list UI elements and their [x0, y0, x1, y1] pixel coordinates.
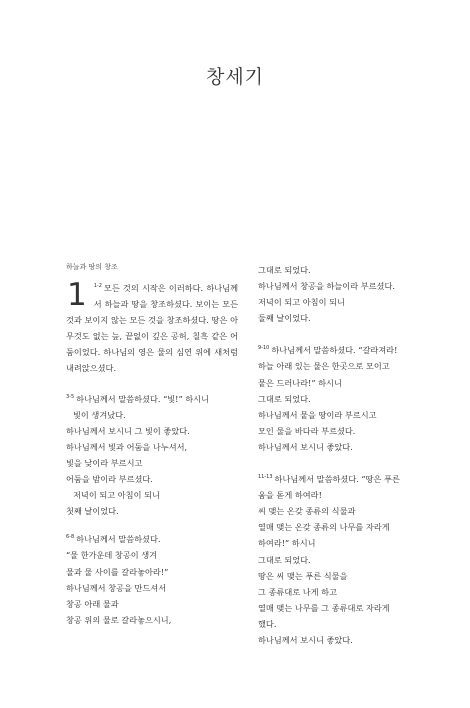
verse-ref: 1-2	[93, 283, 102, 289]
verse-ref: 11-13	[258, 474, 273, 481]
book-title: 창세기	[205, 66, 265, 88]
verse-line: $^{11-13}$ 하나님께서 말씀하셨다. “땅은 푸른	[258, 474, 400, 485]
verse-line: 창공 위의 물로 갈라놓으시니,	[66, 614, 172, 625]
verse-line: 하나님께서 뭍을 땅이라 부르시고	[258, 409, 377, 420]
intro-text: 모든 것의 시작은 이러하다. 하나님께서 하늘과 땅을 창조하셨다. 보이는 모든 것과 보이지 않는 모든 것을 창조하셨다. 땅은 아무것도 없는 늪, 끝없이 깊은 공허, 칠흑 같은 어둠이었다. 하나님의 영은 물의 심연 위에 새처럼 내려앉으셨다.	[66, 283, 238, 374]
verse-line: 둘째 날이었다.	[258, 313, 311, 324]
right-column	[258, 262, 416, 648]
chapter-number: 1	[67, 277, 87, 313]
verse-block	[66, 529, 238, 628]
verse-line: 물과 물 사이를 갈라놓아라!”	[66, 566, 169, 577]
verse-line: 하늘 아래 있는 물은 한곳으로 모이고	[258, 361, 390, 372]
verse-line: 그대로 되었다.	[258, 554, 311, 565]
verse-line: “물 한가운데 창공이 생겨	[66, 550, 158, 561]
verse-line: 하여라!” 하시니	[258, 538, 316, 549]
verse-line: 하나님께서 보시니 좋았다.	[258, 441, 353, 452]
verse-line: 저녁이 되고 아침이 되니	[258, 297, 345, 308]
verse-line: 하나님께서 빛과 어둠을 나누셔서,	[66, 441, 188, 452]
section-heading: 하늘과 땅의 창조	[66, 263, 118, 271]
verse-line: 창공 아래 물과	[66, 598, 119, 609]
verse-line: 땅은 씨 맺는 푸른 식물을	[258, 570, 348, 581]
verse-ref: 9-10	[258, 345, 270, 352]
verse-line: 씨 맺는 온갖 종류의 식물과	[258, 506, 356, 517]
verse-line: 하나님께서 창공을 하늘이라 부르셨다.	[258, 281, 395, 292]
left-column	[66, 262, 238, 628]
verse-line: 그 종류대로 나게 하고	[258, 586, 337, 597]
verse-line: 모인 물을 바다라 부르셨다.	[258, 425, 356, 436]
verse-line: 그대로 되었다.	[258, 393, 311, 404]
verse-ref: 6-8	[66, 534, 75, 541]
verse-block	[66, 389, 238, 520]
verse-line: 하나님께서 보시니 그 빛이 좋았다.	[66, 425, 190, 436]
verse-line: 빛을 낮이라 부르시고	[66, 457, 143, 468]
verse-ref: 3-5	[66, 393, 75, 400]
verse-block	[258, 469, 416, 648]
intro-paragraph	[66, 278, 238, 377]
verse-line: 첫째 날이었다.	[66, 506, 119, 517]
verse-line: 열매 맺는 온갖 종류의 나무를 자라게	[258, 522, 390, 533]
verse-line: 움을 돋게 하여라!	[258, 490, 322, 501]
verse-line: 하나님께서 창공을 만드셔서	[66, 582, 167, 593]
verse-line: 어둠을 밤이라 부르셨다.	[66, 474, 153, 485]
verse-line: 하나님께서 보시니 좋았다.	[258, 634, 353, 645]
verse-block	[258, 340, 416, 455]
verse-line: 저녁이 되고 아침이 되니	[73, 490, 160, 501]
verse-line: 뭍은 드러나라!” 하시니	[258, 377, 342, 388]
verse-line: 그대로 되었다.	[258, 265, 311, 275]
verse-line: $^{6-8}$ 하나님께서 말씀하셨다.	[66, 534, 161, 545]
verse-line: 열매 맺는 나무를 그 종류대로 자라게	[258, 602, 390, 613]
verse-line: $^{3-5}$ 하나님께서 말씀하셨다. “빛!” 하시니	[66, 393, 209, 404]
verse-line: 했다.	[258, 618, 277, 629]
verse-line: 빛이 생겨났다.	[73, 409, 126, 420]
verse-line: $^{9-10}$ 하나님께서 말씀하셨다. “갈라져라!	[258, 345, 398, 356]
verse-block	[258, 262, 416, 326]
